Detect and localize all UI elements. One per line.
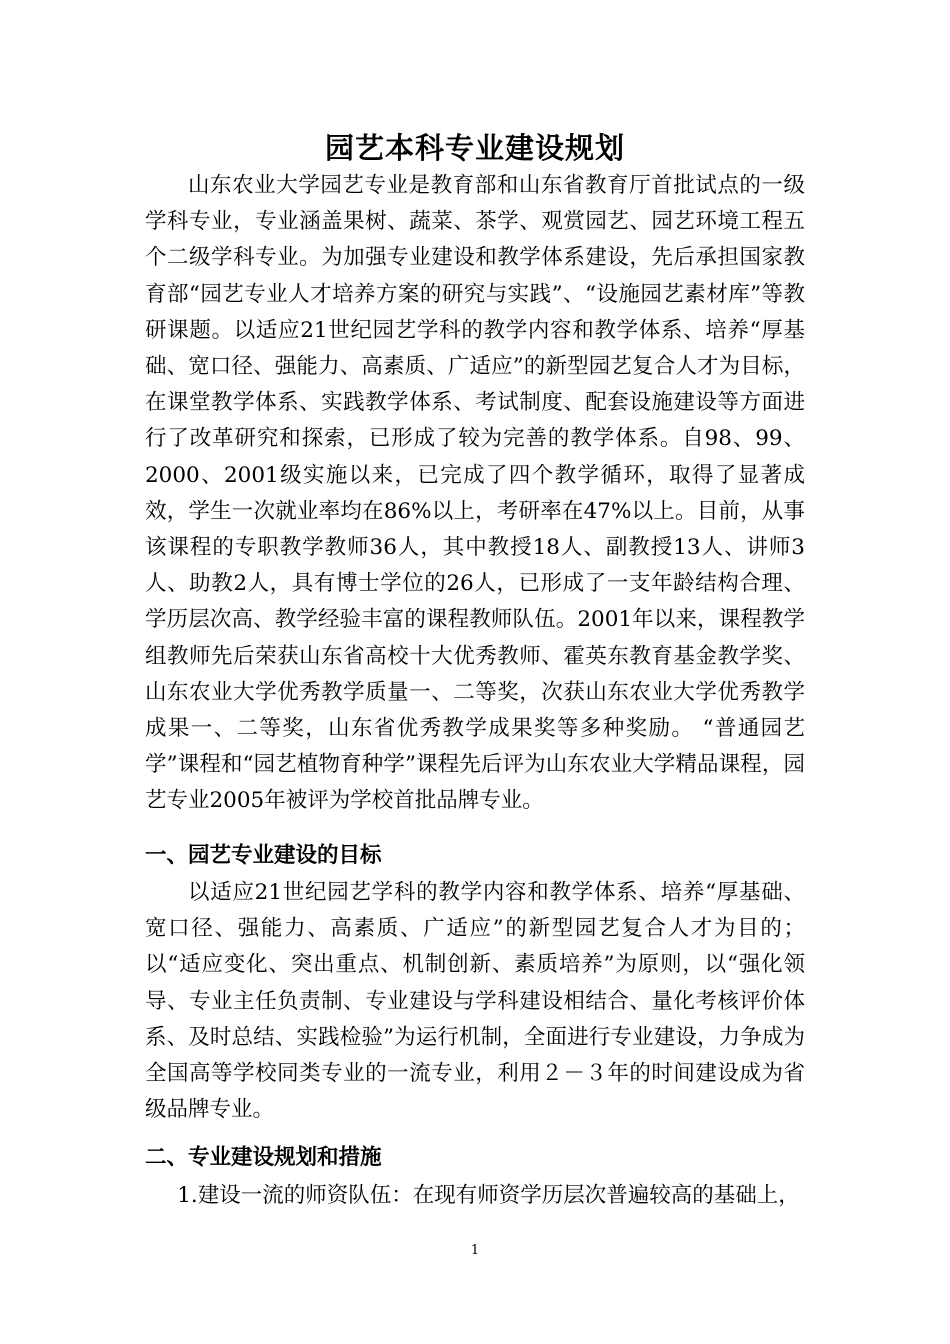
intro-paragraph: 山东农业大学园艺专业是教育部和山东省教育厅首批试点的一级学科专业，专业涵盖果树、蔬菜、茶学、观赏园艺、园艺环境工程五个二级学科专业。为加强专业建设和教学体系建设，先后承担国家教育部“园艺专业人才培养方案的研究与实践”、“设施园艺素材库”等教研课题。以适应21世纪园艺学科的教学内容和教学体系、培养“厚基础、宽口径、强能力、高素质、广适应”的新型园艺复合人才为目标，在课堂教学体系、实践教学体系、考试制度、配套设施建设等方面进行了改革研究和探索，已形成了较为完善的教学体系。自98、99、2000、2001级实施以来，已完成了四个教学循环，取得了显著成效，学生一次就业率均在86%以上，考研率在47%以上。目前，从事该课程的专职教学教师36人，其中教授18人、副教授13人、讲师3人、助教2人，具有博士学位的26人，已形成了一支年龄结构合理、学历层次高、教学经验丰富的课程教师队伍。2001年以来，课程教学组教师先后荣获山东省高校十大优秀教师、霍英东教育基金教学奖、山东农业大学优秀教学质量一、二等奖，次获山东农业大学优秀教学成果一、二等奖，山东省优秀教学成果奖等多种奖励。 “普通园艺学”课程和“园艺植物育种学”课程先后评为山东农业大学精品课程，园艺专业2005年被评为学校首批品牌专业。: [145, 173, 806, 814]
section-heading-plan: 二、专业建设规划和措施: [145, 1145, 382, 1170]
plan-item-1: 1.建设一流的师资队伍：在现有师资学历层次普遍较高的基础上，: [177, 1183, 800, 1208]
page-number: 1: [470, 1243, 480, 1258]
goals-paragraph: 以适应21世纪园艺学科的教学内容和教学体系、培养“厚基础、宽口径、强能力、高素质、广适应”的新型园艺复合人才为目的；以“适应变化、突出重点、机制创新、素质培养”为原则，以“强化领导、专业主任负责制、专业建设与学科建设相结合、量化考核评价体系、及时总结、实践检验”为运行机制，全面进行专业建设，力争成为全国高等学校同类专业的一流专业，利用２－３年的时间建设成为省级品牌专业。: [145, 880, 805, 1123]
section-heading-goals: 一、园艺专业建设的目标: [145, 843, 382, 868]
document-title: 园艺本科专业建设规划: [324, 131, 625, 165]
